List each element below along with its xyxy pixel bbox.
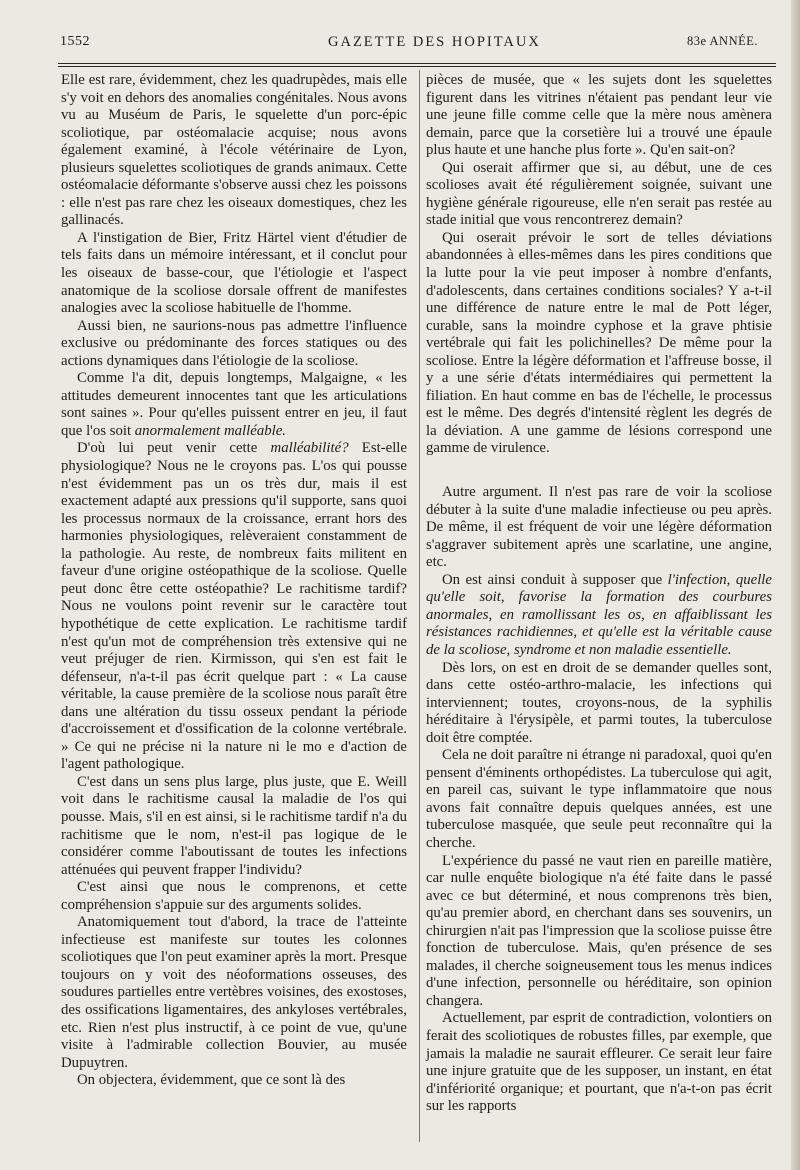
paragraph: Aussi bien, ne saurions-nous pas admettre l'influence exclusive ou prédominante des forces statiques ou des actions dynamiques dans l'étiologie de la scoliose. [61,317,407,369]
left-column [61,72,407,1090]
paragraph: Qui oserait prévoir le sort de telles déviations abandonnées à elles-mêmes dans les pires conditions que la lutte pour la vie peut imposer à nombre d'enfants, d'adolescents, dans certaines conditions sociales? Y a-t-il une différence de nature entre le mal de Pott léger, curable, sans la moindre cyphose et la grave phtisie vertébrale qui fait les polichinelles? De même pour la scoliose. Entre la légère déformation et l'affreuse bosse, il y a une série d'états intermédiaires qui permettent la filiation. En haut comme en bas de l'échelle, le processus est le même. Des degrés d'intensité règlent les degrés de la déviation. A une gamme de lésions correspond une gamme de virulence. [426,229,772,457]
header-rule-bottom [58,66,776,67]
page-number: 1552 [60,34,90,49]
paragraph: Elle est rare, évidemment, chez les quadrupèdes, mais elle s'y voit en dehors des anomalies congénitales. Nous avons vu au Muséum de Paris, le squelette d'un porc-épic scoliotique, par ostéomalacie acquise; nous avons également examiné, à l'école vétérinaire de Lyon, plusieurs squelettes scoliotiques de grands animaux. Cette ostéomalacie déformante s'observe aussi chez les poissons : elle n'est pas rare chez les oiseaux domestiques, chez les gallinacés. [61,72,407,229]
paragraph: Cela ne doit paraître ni étrange ni paradoxal, quoi qu'en pensent d'éminents orthopédistes. La tuberculose qui agit, en pareil cas, suivant le type inflammatoire que nous avons fait connaître depuis quelques années, est une tuberculose masquée, que seule peut reconnaître qui la cherche. [426,747,772,851]
header-rule-top [58,63,776,64]
paragraph: On objectera, évidemment, que ce sont là des [77,1072,346,1089]
paragraph: Anatomiquement tout d'abord, la trace de l'atteinte infectieuse est manifeste sur toutes les colonnes scoliotiques que l'on peut examiner après la mort. Presque toujours on y voit des néoformations osseuses, des soudures partielles entre vertèbres voisines, des exostoses, des ossifications ligamentaires, des ankyloses vertébrales, etc. Rien n'est plus instructif, à ce point de vue, qu'une visite à l'admirable collection Bouvier, au musée Dupuytren. [61,914,407,1071]
paragraph [61,370,407,440]
page-header [58,30,786,52]
journal-title: GAZETTE DES HOPITAUX [328,34,541,50]
paragraph: Qui oserait affirmer que si, au début, une de ces scolioses avait été régulièrement soignée, suivant une hygiène générale rigoureuse, elle n'en serait pas restée au stade initial que vous rencontrerez demain? [426,159,772,229]
page-edge [791,0,800,1170]
year-label: 83e ANNÉE. [687,34,758,48]
italic-phrase: anormalement malléable. [134,422,287,439]
paragraph-text: D'où lui peut venir cette [77,440,258,457]
paragraph: pièces de musée, que « les sujets dont les squelettes figurent dans les vitrines n'étaient pas pendant leur vie une jeune fille comme celle que la mère nous amènera demain, parce que la corsetière lui a trouvé une épaule plus haute et une hanche plus forte ». Qu'en sait-on? [426,72,772,159]
paragraph: Autre argument. Il n'est pas rare de voir la scoliose débuter à la suite d'une maladie infectieuse ou peu après. De même, il est fréquent de voir une légère déformation s'aggraver subitement après une scarlatine, une angine, etc. [426,484,772,571]
paragraph-text: Comme l'a dit, depuis longtemps, Malgaigne, « les attitudes demeurent innocentes tant que les articulations sont saines ». Pour qu'elles puissent entrer en jeu, il faut que l'os soit [61,370,407,439]
paragraph: L'expérience du passé ne vaut rien en pareille matière, car nulle enquête biologique n'a été faite dans le passé avec ce but déterminé, et nous comprenons très bien, qu'au premier abord, en cherchant dans ses souvenirs, un chirurgien n'ait pas l'impression que la scoliose puisse être fonction de tuberculose. Mais, qu'en présence de ses malades, il cherche soigneusement tous les menus indices d'une infection, personnelle ou héréditaire, son opinion changera. [426,852,772,1009]
column-divider [419,70,420,1142]
italic-phrase: l'infection, quelle qu'elle soit, favorise la formation des courbures anormales, en ramollissant les os, en affaiblissant les résistances rachidiennes, et qu'elle est la véritable cause de la scoliose, syndrome et non maladie essentielle. [426,571,772,658]
right-column [426,72,772,1116]
paragraph [61,440,407,773]
paragraph: Dès lors, on est en droit de se demander quelles sont, dans cette ostéo-arthro-malacie, les infections qui interviennent; toutes, croyons-nous, de la syphilis héréditaire à l'érysipèle, et parmi toutes, la tuberculose doit être comptée. [426,659,772,746]
paragraph [426,572,772,660]
paragraph-text: On est ainsi conduit à supposer que [442,571,663,588]
paragraph: C'est dans un sens plus large, plus juste, que E. Weill voit dans le rachitisme causal la maladie de l'os qui pousse. Mais, s'il en est ainsi, si le rachitisme tardif n'a du rachitisme que le nom, n'est-il pas logique de le considérer comme l'aboutissant de toutes les infections atténuées qui peuvent frapper l'individu? [61,773,407,878]
paragraph: C'est ainsi que nous le comprenons, et cette compréhension s'appuie sur des arguments solides. [61,879,407,913]
paragraph: A l'instigation de Bier, Fritz Härtel vient d'étudier de tels faits dans un mémoire intéressant, et il conclut pour les oiseaux de basse-cour, que l'étiologie et l'aspect anatomique de la scoliose dorsale offrent de manifestes analogies avec la scoliose habituelle de l'homme. [61,229,407,317]
paragraph: Actuellement, par esprit de contradiction, volontiers on ferait des scoliotiques de robustes filles, par exemple, que jamais la maladie ne saurait effleurer. Ce serait leur faire une injure gratuite que de les supposer, un instant, en état d'infériorité organique; et pourtant, que n'a-t-on pas écrit sur les rapports [426,1010,772,1115]
italic-phrase: malléabilité? [270,440,349,457]
paragraph-text: Est-elle physiologique? Nous ne le croyons pas. L'os qui pousse n'est évidemment pas un os très dur, mais il est exactement adapté aux pressions qu'il supporte, sans quoi les processus normaux de la croissance, errant hors des harmonies physiologiques, relèveraient constamment de la pathologie. Au reste, de nombreux faits militent en faveur d'une origine ostéopathique de la scoliose. Quelle peut donc être cette ostéopathie? Le rachitisme tardif? Nous ne voulons point revenir sur le caractère tout hypothétique de cette explication. Le rachitisme tardif n'est qu'un mot de compréhension très extensive qui ne veut préjuger de rien. Kirmisson, qui s'en est fait le défenseur, n'a-t-il pas écrit quelque part : « La cause véritable, la cause première de la scoliose nous paraît être dans une altération du tissu osseux pendant la période d'accroissement et d'ossification de la colonne vertébrale. » Ce qui ne précise ni la nature ni le mo e d'action de l'agent pathologique. [61,440,407,773]
